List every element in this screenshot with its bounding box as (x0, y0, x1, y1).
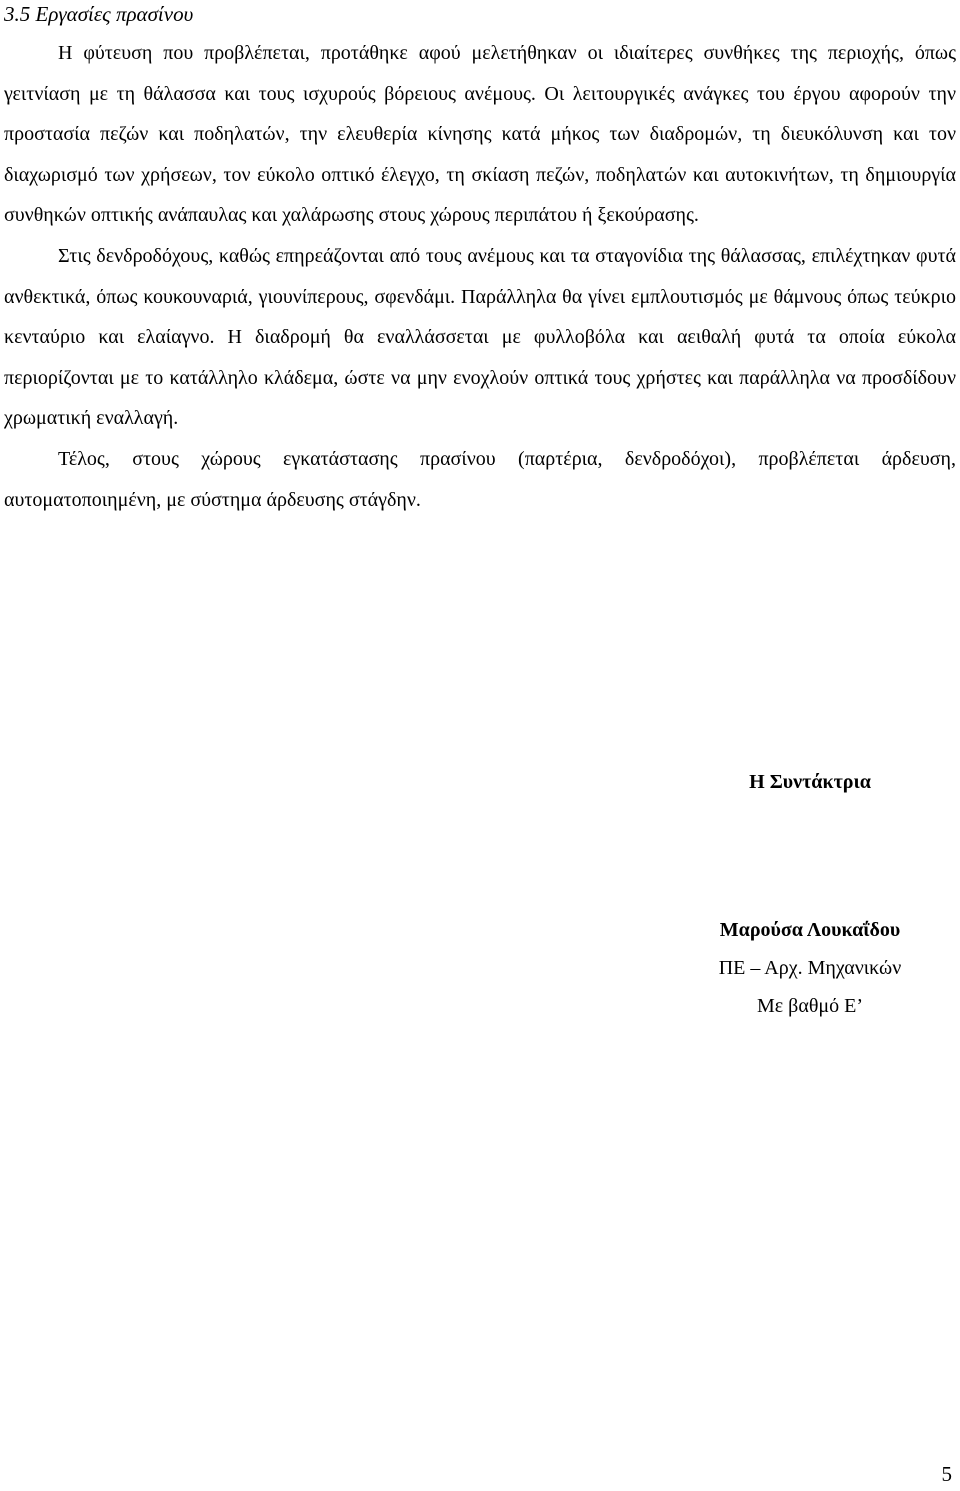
signature-title: ΠΕ – Αρχ. Μηχανικών (718, 957, 902, 979)
page-number: 5 (941, 1462, 952, 1486)
signature-role: Η Συντάκτρια (749, 771, 871, 793)
paragraph-tree-selection: Στις δενδροδόχους, καθώς επηρεάζονται από τους ανέμους και τα σταγονίδια της θάλασσας, επιλέχτηκαν φυτά ανθεκτικά, όπως κουκουναριά, γιουνίπερους, σφενδάμι. Παράλληλα θα γίνει εμπλουτισμός με θάμνους όπως τεύκριο κενταύριο και ελαίαγνο. Η διαδρομή θα εναλλάσσεται με φυλλοβόλα και αειθαλή φυτά τα οποία εύκολα περιορίζονται με το κατάλληλο κλάδεμα, ώστε να μην ενοχλούν οπτικά τους χρήστες και παράλληλα να προσδίδουν χρωματική εναλλαγή. (4, 244, 956, 430)
signature-grade: Με βαθμό Ε’ (756, 995, 863, 1017)
section-heading: 3.5 Εργασίες πρασίνου (4, 2, 194, 26)
signature-name: Μαρούσα Λουκαΐδου (719, 919, 901, 941)
paragraph-irrigation: Τέλος, στους χώρους εγκατάστασης πρασίνου (παρτέρια, δενδροδόχοι), προβλέπεται άρδευση, αυτοματοποιημένη, με σύστημα άρδευσης στάγδην. (4, 447, 956, 511)
paragraph-planting: Η φύτευση που προβλέπεται, προτάθηκε αφού μελετήθηκαν οι ιδιαίτερες συνθήκες της περιοχής, όπως γειτνίαση με τη θάλασσα και τους ισχυρούς βόρειους ανέμους. Οι λειτουργικές ανάγκες του έργου αφορούν την προστασία πεζών και ποδηλατών, την ελευθερία κίνησης κατά μήκος των διαδρομών, τη διευκόλυνση και τον διαχωρισμό των χρήσεων, τον εύκολο οπτικό έλεγχο, τη σκίαση πεζών, ποδηλατών και αυτοκινήτων, τη δημιουργία συνθηκών οπτικής ανάπαυλας και χαλάρωσης στους χώρους περιπάτου ή ξεκούρασης. (4, 42, 956, 227)
document-body (4, 33, 956, 520)
